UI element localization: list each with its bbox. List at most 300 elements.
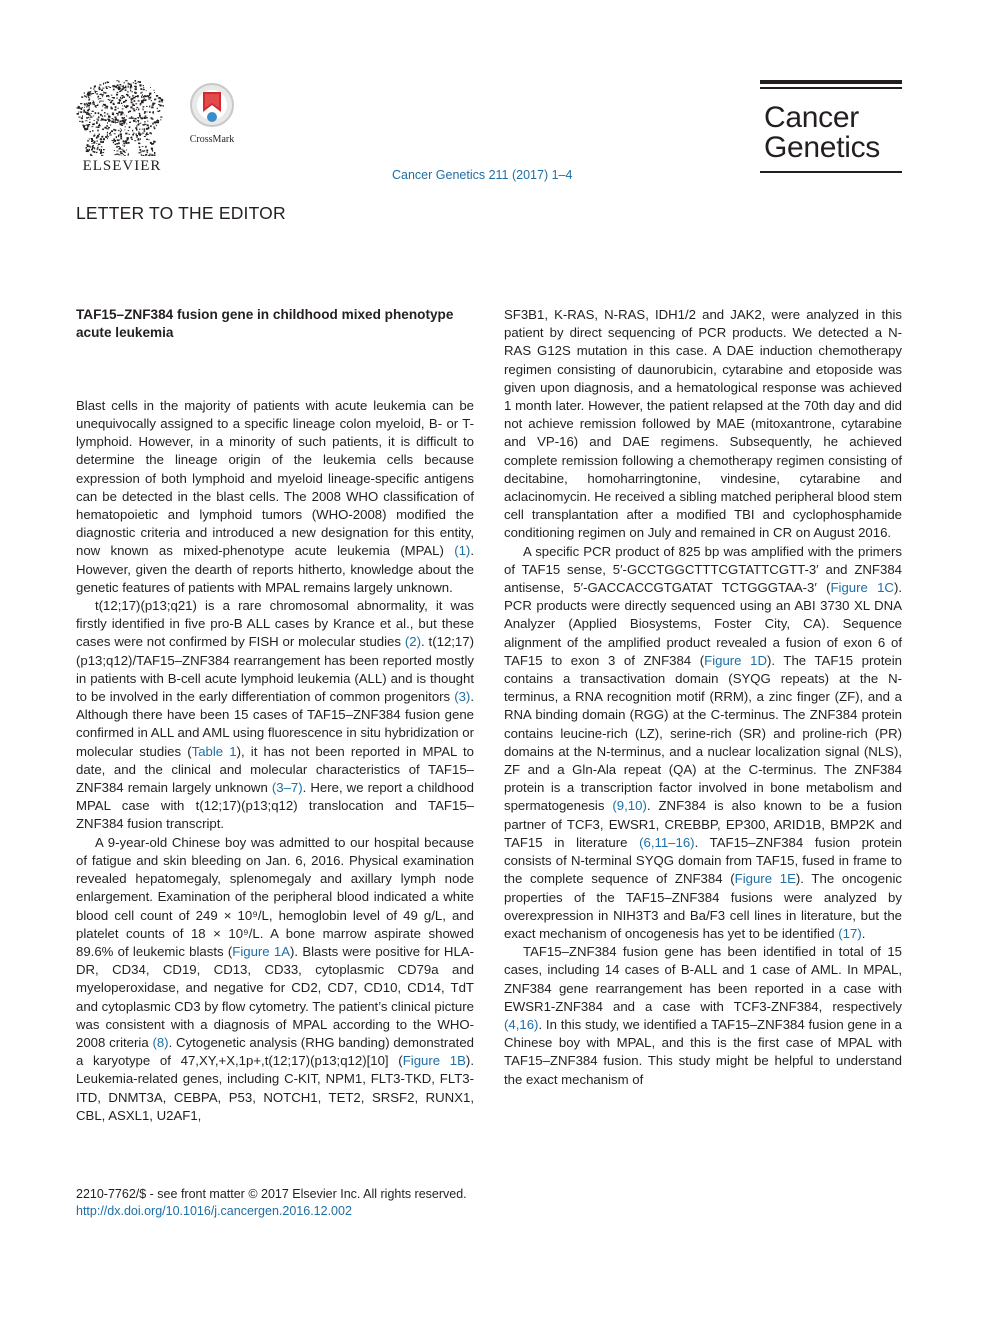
tree-texture-mark	[87, 144, 89, 146]
tree-texture-mark	[136, 136, 137, 138]
tree-texture-mark	[123, 145, 124, 146]
tree-texture-mark	[135, 86, 137, 88]
tree-texture-mark	[126, 115, 127, 117]
tree-texture-mark	[149, 97, 151, 99]
tree-texture-mark	[149, 139, 150, 140]
tree-texture-mark	[121, 89, 123, 91]
tree-texture-mark	[143, 99, 144, 101]
tree-texture-mark	[81, 117, 83, 119]
tree-texture-mark	[110, 87, 112, 88]
tree-texture-mark	[109, 117, 110, 119]
tree-texture-mark	[138, 139, 139, 140]
tree-texture-mark	[121, 103, 122, 104]
tree-texture-mark	[125, 80, 127, 81]
ref-link[interactable]: (3–7)	[271, 780, 303, 796]
tree-texture-mark	[122, 123, 124, 125]
tree-texture-mark	[145, 154, 147, 156]
tree-texture-mark	[81, 108, 83, 110]
elsevier-logo	[76, 80, 168, 175]
tree-texture-mark	[139, 146, 140, 148]
tree-texture-mark	[103, 100, 104, 102]
top-rule	[760, 80, 902, 84]
tree-texture-mark	[77, 107, 79, 108]
tree-texture-mark	[135, 96, 137, 97]
tree-texture-mark	[108, 127, 109, 128]
doi-link[interactable]: http://dx.doi.org/10.1016/j.cancergen.2016.12.002	[76, 1204, 352, 1218]
tree-texture-mark	[119, 147, 121, 148]
tree-texture-mark	[139, 129, 140, 130]
tree-texture-mark	[143, 87, 144, 88]
tree-texture-mark	[111, 108, 113, 110]
tree-texture-mark	[149, 106, 150, 108]
tree-texture-mark	[82, 115, 83, 117]
tree-texture-mark	[101, 136, 103, 138]
tree-texture-mark	[99, 87, 100, 89]
tree-texture-mark	[151, 106, 153, 108]
tree-texture-mark	[148, 127, 150, 128]
tree-texture-mark	[122, 108, 124, 109]
tree-texture-mark	[137, 120, 139, 121]
tree-texture-mark	[89, 108, 91, 109]
tree-texture-mark	[152, 103, 154, 104]
tree-texture-mark	[134, 140, 136, 141]
ref-link[interactable]: (17)	[838, 925, 862, 941]
paragraph-1: Blast cells in the majority of patients with acute leukemia can be unequivocally assigned to a specific lineage colon myeloid, B- or T-lymphoid. However, in a minority of such patients, it is difficult to determine the lineage origin of the leukemia cells because expression of both lymphoid and myeloid lineage-specific antigens can be detected in the blast cells. The 2008 WHO classification of hematopoietic and lymphoid tumors (WHO-2008) modified the diagnostic criteria and introduced a new designation for this entity, now known as mixed-phenotype acute leukemia (MPAL) (1). However, given the dearth of reports hitherto, knowledge about the genetic features of patients with MPAL remains largely unknown.	[76, 397, 474, 595]
tree-texture-mark	[119, 111, 121, 113]
tree-texture-mark	[129, 96, 130, 98]
tree-texture-mark	[116, 98, 117, 99]
ref-link[interactable]: (9,10)	[612, 798, 647, 814]
tree-texture-mark	[91, 138, 93, 139]
tree-texture-mark	[124, 119, 126, 121]
section-label: LETTER TO THE EDITOR	[76, 203, 286, 223]
tree-texture-mark	[104, 104, 106, 106]
tree-texture-mark	[129, 84, 130, 86]
paragraph-3: A 9-year-old Chinese boy was admitted to our hospital because of fatigue and skin bleeding on Jan. 6, 2016. Physical examination revealed hepatomegaly, splenomegaly and axillary lymph node enlargement. Examination of the peripheral blood indicated a white blood cell count of 249 × 10⁹/L, hemoglobin level of 49 g/L, and platelet counts of 18 × 10⁹/L. A bone marrow aspirate showed 89.6% of leukemic blasts (Figure 1A). Blasts were positive for HLA-DR, CD34, CD19, CD13, CD33, cytoplasmic CD79a and myeloperoxidase, and negative for CD2, CD7, CD10, CD14, TdT and cytoplasmic CD3 by flow cytometry. The patient’s clinical picture was consistent with a diagnosis of MPAL according to the WHO-2008 criteria (8). Cytogenetic analysis (RHG banding) demonstrated a karyotype of 47,XY,+X,1p+,t(12;17)(p13;q12)[10] (Figure 1B). Leukemia-related genes, including C-KIT, NPM1, FLT3-TKD, FLT3-ITD, DNMT3A, CEBPA, P53, NOTCH1, TET2, SRSF2, RUNX1, CBL, ASXL1, U2AF1,	[76, 834, 474, 1123]
tree-texture-mark	[119, 91, 121, 92]
tree-texture-mark	[154, 152, 155, 154]
tree-texture-mark	[88, 97, 90, 98]
tree-texture-mark	[131, 102, 133, 104]
tree-texture-mark	[98, 144, 100, 145]
tree-texture-mark	[118, 121, 120, 122]
tree-texture-mark	[112, 113, 114, 115]
tree-texture-mark	[142, 133, 144, 134]
tree-texture-mark	[107, 138, 108, 139]
figure-link[interactable]: Figure 1C	[830, 580, 894, 596]
tree-texture-mark	[128, 130, 130, 131]
tree-texture-mark	[136, 129, 138, 131]
tree-texture-mark	[91, 141, 93, 142]
tree-texture-mark	[97, 130, 98, 132]
tree-texture-mark	[124, 152, 126, 153]
journal-logo	[760, 80, 902, 173]
tree-texture-mark	[96, 137, 98, 139]
tree-texture-mark	[149, 93, 151, 95]
tree-texture-mark	[142, 146, 144, 147]
tree-texture-mark	[128, 86, 129, 87]
tree-texture-mark	[146, 150, 148, 152]
tree-texture-mark	[129, 122, 131, 123]
tree-texture-mark	[128, 87, 129, 88]
tree-texture-mark	[120, 123, 122, 124]
tree-texture-mark	[105, 136, 107, 138]
tree-texture-mark	[154, 155, 156, 157]
tree-texture-mark	[160, 117, 162, 118]
tree-texture-mark	[108, 86, 110, 87]
tree-texture-mark	[96, 93, 98, 94]
tree-texture-mark	[124, 130, 125, 131]
tree-texture-mark	[98, 117, 100, 118]
tree-texture-mark	[90, 155, 92, 156]
tree-texture-mark	[96, 119, 98, 120]
tree-texture-mark	[86, 113, 87, 115]
tree-texture-mark	[77, 113, 79, 115]
tree-texture-mark	[101, 118, 103, 120]
tree-texture-mark	[147, 134, 149, 135]
tree-texture-mark	[144, 136, 146, 137]
tree-texture-mark	[122, 112, 123, 113]
tree-texture-mark	[109, 135, 111, 136]
tree-texture-mark	[135, 92, 137, 94]
tree-texture-mark	[117, 140, 118, 142]
tree-texture-mark	[87, 146, 89, 147]
tree-texture-mark	[96, 121, 98, 123]
tree-texture-mark	[116, 122, 118, 123]
tree-texture-mark	[119, 102, 120, 104]
tree-texture-mark	[101, 155, 103, 156]
tree-texture-mark	[91, 113, 92, 114]
tree-texture-mark	[83, 126, 85, 128]
tree-texture-mark	[129, 111, 131, 113]
tree-texture-mark	[86, 117, 88, 118]
tree-texture-mark	[97, 126, 99, 128]
tree-texture-mark	[162, 102, 163, 103]
tree-texture-mark	[121, 129, 122, 131]
tree-texture-mark	[115, 109, 117, 111]
tree-texture-mark	[97, 140, 98, 142]
bottom-rule	[760, 171, 902, 173]
tree-texture-mark	[140, 123, 141, 124]
tree-texture-mark	[118, 135, 119, 137]
tree-texture-mark	[112, 85, 114, 86]
tree-texture-mark	[141, 92, 142, 94]
tree-texture-mark	[96, 105, 98, 106]
tree-texture-mark	[137, 96, 138, 97]
tree-texture-mark	[136, 121, 137, 122]
tree-texture-mark	[104, 92, 106, 94]
tree-texture-mark	[87, 140, 89, 141]
tree-texture-mark	[84, 107, 85, 108]
tree-texture-mark	[94, 134, 95, 135]
tree-texture-mark	[157, 108, 158, 110]
ref-link[interactable]: (3)	[454, 689, 471, 705]
tree-texture-mark	[99, 101, 101, 102]
tree-texture-mark	[147, 121, 148, 122]
tree-texture-mark	[117, 108, 119, 109]
tree-texture-mark	[92, 111, 94, 112]
tree-texture-mark	[88, 109, 90, 110]
tree-texture-mark	[144, 124, 146, 125]
tree-texture-mark	[101, 89, 103, 91]
tree-texture-mark	[135, 127, 137, 129]
tree-texture-mark	[146, 117, 148, 118]
tree-texture-mark	[127, 139, 128, 140]
tree-texture-mark	[121, 149, 123, 150]
tree-texture-mark	[130, 90, 131, 92]
ref-link[interactable]: (6,11–16)	[639, 834, 695, 850]
tree-texture-mark	[130, 84, 131, 86]
tree-texture-mark	[102, 88, 104, 89]
journal-title	[760, 89, 902, 169]
tree-texture-mark	[138, 138, 140, 139]
tree-texture-mark	[144, 130, 146, 131]
crossmark-label: CrossMark	[189, 134, 235, 145]
tree-texture-mark	[144, 117, 146, 119]
tree-texture-mark	[123, 96, 125, 98]
tree-texture-mark	[101, 146, 103, 147]
tree-texture-mark	[84, 104, 85, 106]
tree-texture-mark	[147, 111, 148, 112]
tree-texture-mark	[78, 111, 79, 112]
tree-texture-mark	[106, 86, 108, 88]
tree-texture-mark	[93, 115, 94, 116]
tree-texture-mark	[160, 119, 161, 120]
tree-texture-mark	[153, 141, 155, 143]
tree-texture-mark	[93, 100, 94, 101]
tree-texture-mark	[78, 107, 80, 109]
tree-texture-mark	[118, 146, 120, 147]
tree-texture-mark	[139, 134, 141, 136]
tree-texture-mark	[143, 109, 144, 111]
tree-texture-mark	[153, 123, 154, 124]
tree-texture-mark	[114, 117, 116, 118]
tree-texture-mark	[159, 97, 161, 99]
tree-texture-mark	[83, 111, 85, 112]
tree-texture-mark	[109, 116, 110, 118]
tree-texture-mark	[107, 113, 109, 114]
tree-texture-mark	[124, 117, 125, 118]
tree-texture-mark	[124, 155, 126, 156]
tree-texture-mark	[99, 124, 100, 126]
tree-texture-mark	[132, 98, 134, 99]
tree-texture-mark	[100, 114, 102, 116]
figure-link[interactable]: Figure 1B	[402, 1053, 466, 1069]
tree-texture-mark	[142, 129, 144, 130]
tree-texture-mark	[90, 119, 91, 120]
tree-texture-mark	[133, 120, 134, 122]
tree-texture-mark	[117, 146, 118, 147]
tree-texture-mark	[136, 133, 137, 135]
tree-texture-mark	[84, 125, 85, 126]
tree-texture-mark	[98, 112, 100, 114]
tree-texture-mark	[148, 99, 150, 100]
tree-texture-mark	[118, 115, 119, 116]
tree-texture-mark	[78, 106, 79, 107]
figure-link[interactable]: Figure 1D	[704, 652, 767, 668]
journal-title-line1: Cancer	[764, 101, 859, 134]
tree-texture-mark	[112, 113, 114, 114]
tree-texture-mark	[84, 92, 85, 93]
tree-texture-mark	[107, 95, 109, 96]
tree-texture-mark	[140, 116, 141, 118]
tree-texture-mark	[93, 104, 95, 106]
tree-texture-mark	[104, 112, 106, 113]
tree-texture-mark	[85, 120, 87, 121]
tree-texture-mark	[92, 140, 94, 141]
tree-texture-mark	[87, 125, 89, 126]
tree-texture-mark	[140, 85, 142, 87]
tree-texture-mark	[156, 125, 157, 126]
tree-texture-mark	[95, 85, 96, 87]
tree-texture-mark	[120, 121, 122, 123]
ref-link[interactable]: (8)	[152, 1034, 169, 1050]
tree-texture-mark	[99, 98, 101, 99]
tree-texture-mark	[132, 134, 134, 136]
tree-texture-mark	[97, 120, 99, 121]
tree-texture-mark	[107, 134, 108, 136]
tree-texture-mark	[141, 117, 143, 119]
crossmark-badge[interactable]	[186, 82, 238, 145]
tree-texture-mark	[105, 108, 107, 109]
table-link[interactable]: Table 1	[191, 743, 237, 759]
tree-texture-mark	[98, 116, 99, 117]
tree-texture-mark	[121, 153, 123, 155]
tree-texture-mark	[103, 149, 105, 150]
tree-texture-mark	[88, 117, 89, 118]
tree-texture-mark	[115, 122, 116, 124]
tree-texture-mark	[126, 149, 127, 150]
tree-texture-mark	[90, 131, 91, 132]
ref-link[interactable]: (2)	[404, 634, 421, 650]
tree-texture-mark	[124, 82, 125, 84]
journal-title-line2: Genetics	[764, 131, 880, 164]
tree-texture-mark	[156, 95, 158, 97]
tree-texture-mark	[118, 149, 119, 150]
tree-texture-mark	[91, 149, 93, 151]
tree-texture-mark	[132, 104, 134, 105]
tree-texture-mark	[113, 119, 115, 120]
tree-texture-mark	[118, 142, 120, 144]
tree-texture-mark	[135, 83, 137, 84]
tree-texture-mark	[92, 124, 94, 126]
tree-texture-mark	[114, 150, 115, 151]
tree-texture-mark	[89, 122, 91, 123]
tree-texture-mark	[124, 123, 125, 124]
tree-texture-mark	[161, 100, 163, 102]
tree-texture-mark	[112, 140, 114, 141]
ref-link[interactable]: (1)	[454, 543, 471, 559]
tree-texture-mark	[106, 88, 108, 89]
tree-texture-mark	[157, 120, 159, 121]
tree-texture-mark	[139, 131, 140, 133]
tree-texture-mark	[98, 99, 99, 100]
tree-texture-mark	[101, 149, 102, 151]
tree-texture-mark	[122, 105, 123, 106]
tree-texture-mark	[116, 143, 118, 145]
tree-texture-mark	[124, 145, 125, 146]
tree-texture-mark	[107, 82, 109, 83]
tree-texture-mark	[112, 86, 114, 87]
tree-texture-mark	[130, 86, 132, 88]
tree-texture-mark	[154, 90, 155, 91]
tree-texture-mark	[82, 121, 84, 123]
tree-texture-mark	[117, 85, 119, 87]
tree-texture-mark	[130, 117, 132, 118]
tree-texture-mark	[90, 87, 91, 89]
tree-texture-mark	[89, 149, 90, 150]
tree-texture-mark	[151, 148, 153, 150]
tree-texture-mark	[138, 118, 139, 119]
tree-texture-mark	[153, 111, 154, 113]
tree-texture-mark	[144, 113, 146, 114]
tree-texture-mark	[102, 141, 104, 143]
tree-texture-mark	[100, 138, 102, 140]
tree-texture-mark	[128, 111, 129, 113]
tree-texture-mark	[124, 142, 126, 143]
tree-texture-mark	[123, 101, 125, 103]
tree-texture-mark	[107, 132, 108, 134]
tree-texture-mark	[158, 104, 159, 105]
tree-texture-mark	[134, 118, 136, 120]
tree-texture-mark	[92, 146, 94, 147]
figure-link[interactable]: Figure 1A	[232, 943, 291, 959]
tree-texture-mark	[152, 105, 153, 106]
tree-texture-mark	[96, 152, 97, 153]
tree-texture-mark	[142, 94, 143, 96]
tree-texture-mark	[95, 92, 96, 94]
tree-texture-mark	[98, 137, 99, 138]
tree-texture-mark	[133, 133, 134, 134]
tree-texture-mark	[144, 121, 145, 122]
tree-texture-mark	[120, 84, 122, 85]
tree-texture-mark	[146, 139, 148, 140]
tree-texture-mark	[82, 125, 84, 126]
tree-texture-mark	[114, 110, 115, 111]
tree-texture-mark	[94, 141, 96, 143]
tree-texture-mark	[132, 95, 134, 96]
tree-texture-mark	[143, 89, 145, 90]
tree-texture-mark	[106, 125, 107, 127]
tree-texture-mark	[129, 118, 130, 119]
tree-texture-mark	[121, 98, 122, 99]
tree-texture-mark	[114, 154, 116, 155]
tree-texture-mark	[141, 154, 142, 156]
tree-texture-mark	[133, 82, 134, 83]
tree-texture-mark	[114, 133, 116, 134]
tree-texture-mark	[151, 133, 152, 135]
tree-texture-mark	[141, 96, 142, 98]
ref-link[interactable]: (4,16)	[504, 1016, 539, 1032]
tree-texture-mark	[93, 135, 94, 137]
tree-texture-mark	[102, 96, 103, 98]
tree-texture-mark	[123, 150, 125, 152]
tree-texture-mark	[94, 120, 95, 121]
tree-texture-mark	[107, 128, 109, 129]
tree-texture-mark	[144, 128, 145, 130]
tree-texture-mark	[143, 85, 144, 86]
tree-texture-mark	[122, 117, 124, 119]
figure-link[interactable]: Figure 1E	[734, 871, 796, 887]
tree-texture-mark	[149, 155, 150, 156]
tree-texture-mark	[111, 130, 113, 132]
tree-texture-mark	[121, 95, 123, 96]
journal-citation[interactable]: Cancer Genetics 211 (2017) 1–4	[392, 168, 573, 182]
tree-texture-mark	[125, 89, 127, 91]
tree-texture-mark	[109, 100, 110, 101]
tree-texture-mark	[111, 95, 113, 96]
tree-texture-mark	[100, 141, 102, 143]
